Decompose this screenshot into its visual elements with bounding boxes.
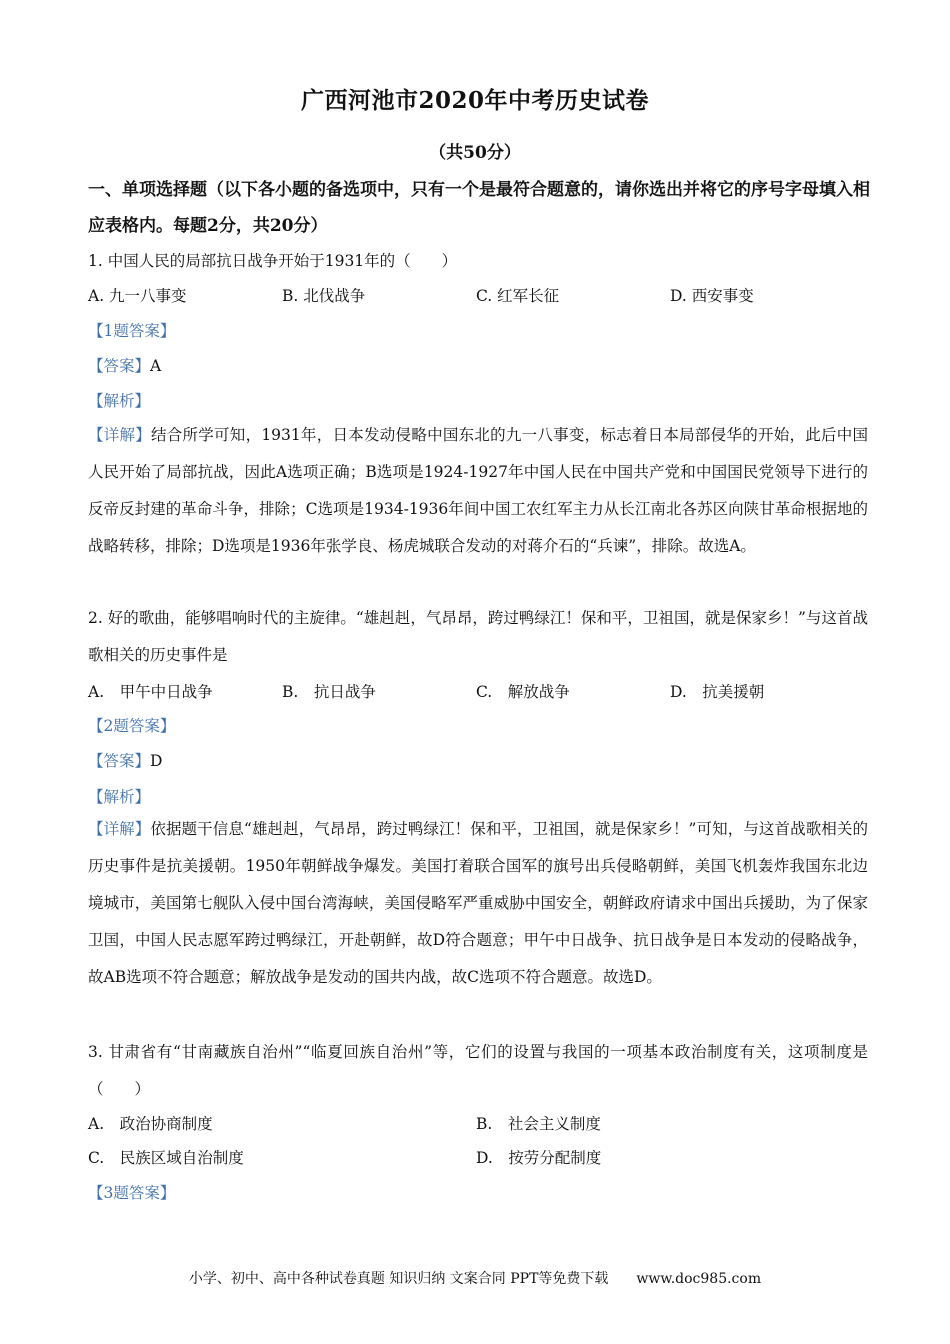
section-heading: 一、单项选择题（以下各小题的备选项中，只有一个是最符合题意的，请你选出并将它的序号字母填入相应表格内。每题2分，共20分） [88, 180, 870, 236]
page-footer: 小学、初中、高中各种试卷真题 知识归纳 文案合同 PPT等免费下载 www.doc985.com [188, 1271, 762, 1287]
question-1-analysis-tag: 【解析】 [88, 392, 151, 410]
question-2-detail [88, 811, 868, 996]
question-1-option-c: C. 红军长征 [476, 287, 560, 305]
question-2-stem: 2. 好的歌曲，能够唱响时代的主旋律。“雄赳赳，气昂昂，跨过鸭绿江！保和平，卫祖国，就是保家乡！”与这首战歌相关的历史事件是 [88, 609, 868, 664]
question-1-option-d: D. 西安事变 [670, 287, 754, 305]
question-1-stem: 1. 中国人民的局部抗日战争开始于1931年的（ ） [88, 252, 458, 270]
detail-text: 结合所学可知，1931年，日本发动侵略中国东北的九一八事变，标志着日本局部侵华的开始，此后中国人民开始了局部抗战，因此A选项正确；B选项是1924-1927年中国人民在中国共产党和中国国民党领导下进行的反帝反封建的革命斗争，排除；C选项是1934-1936年间中国工农红军主力从长江南北各苏区向陕甘革命根据地的战略转移，排除；D选项是1936年张学良、杨虎城联合发动的对蒋介石的“兵谏”，排除。故选A。 [88, 426, 868, 555]
question-1-answer [88, 355, 878, 377]
question-3-stem: 3. 甘肃省有“甘南藏族自治州”“临夏回族自治州”等，它们的设置与我国的一项基本政治制度有关，这项制度是（ ） [88, 1043, 868, 1098]
question-3-option-d: D. 按劳分配制度 [476, 1149, 602, 1167]
question-1-detail [88, 417, 868, 565]
question-2-answer [88, 750, 878, 772]
question-2-answer-tag: 【2题答案】 [88, 717, 176, 735]
page-title: 广西河池市2020年中考历史试卷 [300, 87, 649, 114]
question-2-option-b: B. 抗日战争 [282, 683, 376, 701]
detail-label: 【详解】 [88, 426, 152, 444]
page-subtitle: （共50分） [429, 143, 521, 163]
question-3-option-c: C. 民族区域自治制度 [88, 1149, 244, 1167]
question-2-option-a: A. 甲午中日战争 [88, 683, 213, 701]
answer-value: A [150, 357, 162, 375]
question-1-answer-tag: 【1题答案】 [88, 322, 176, 340]
question-3-option-a: A. 政治协商制度 [88, 1115, 213, 1133]
answer-value: D [150, 752, 163, 770]
answer-label: 【答案】 [88, 357, 151, 375]
question-2-option-d: D. 抗美援朝 [670, 683, 765, 701]
answer-label: 【答案】 [88, 752, 151, 770]
question-2-option-c: C. 解放战争 [476, 683, 570, 701]
question-3-option-b: B. 社会主义制度 [476, 1115, 601, 1133]
question-3-answer-tag: 【3题答案】 [88, 1184, 176, 1202]
question-1-option-b: B. 北伐战争 [282, 287, 366, 305]
detail-label: 【详解】 [88, 820, 151, 838]
detail-text: 依据题干信息“雄赳赳，气昂昂，跨过鸭绿江！保和平，卫祖国，就是保家乡！”可知，与这首战歌相关的历史事件是抗美援朝。1950年朝鲜战争爆发。美国打着联合国军的旗号出兵侵略朝鲜，美国飞机轰炸我国东北边境城市，美国第七舰队入侵中国台湾海峡，美国侵略军严重威胁中国安全，朝鲜政府请求中国出兵援助，为了保家卫国，中国人民志愿军跨过鸭绿江，开赴朝鲜，故D符合题意；甲午中日战争、抗日战争是日本发动的侵略战争，故AB选项不符合题意；解放战争是发动的国共内战，故C选项不符合题意。故选D。 [88, 820, 868, 986]
question-2-analysis-tag: 【解析】 [88, 788, 151, 806]
question-1-option-a: A. 九一八事变 [88, 287, 187, 305]
